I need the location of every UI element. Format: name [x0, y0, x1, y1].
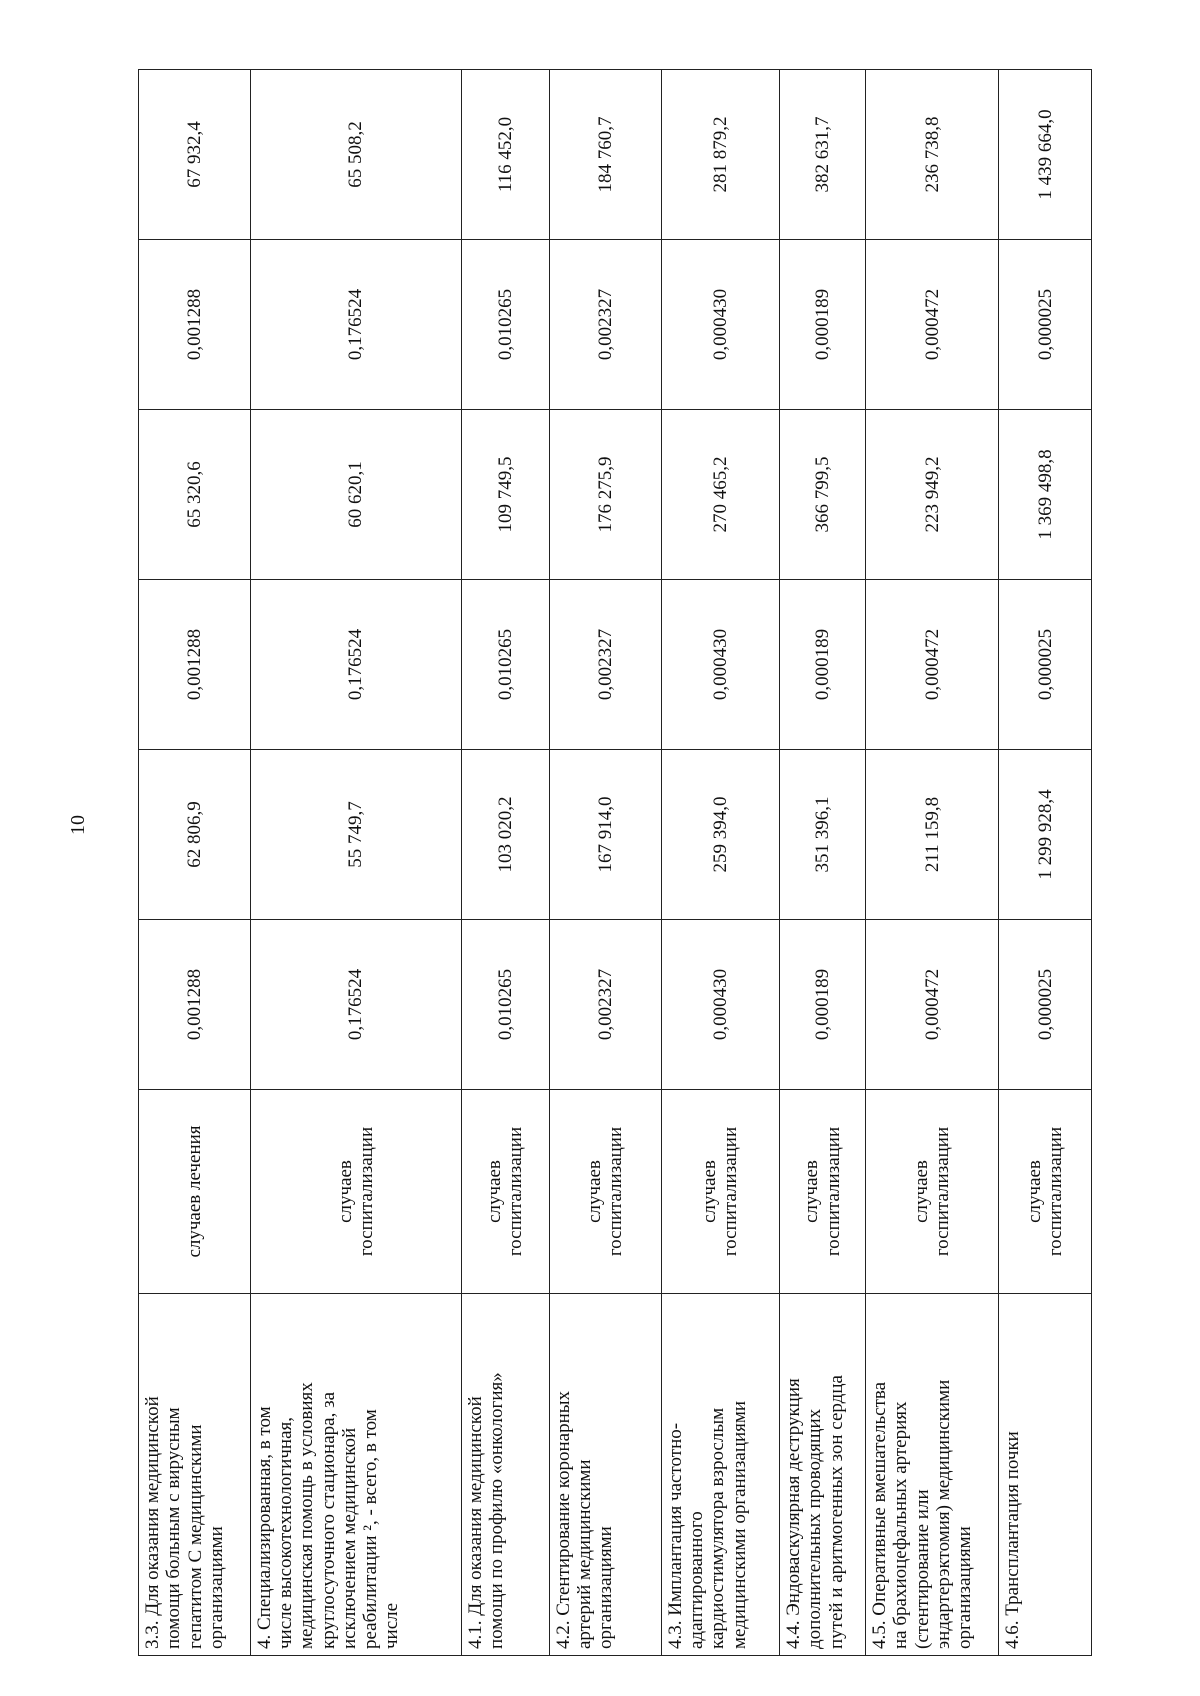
volume-norm-cell: 0,001288 — [139, 240, 251, 410]
cost-norm-cell: 62 806,9 — [139, 750, 251, 920]
page-number: 10 — [67, 815, 89, 835]
unit-line: госпитализации — [720, 1126, 742, 1257]
row-label-line: (стентирование или — [911, 1489, 933, 1649]
cost-norm-cell: 223 949,2 — [866, 410, 999, 580]
table-body — [139, 70, 1092, 1656]
unit-line: случаев — [584, 1160, 606, 1223]
row-label-line: кардиостимулятора взрослым — [707, 1407, 729, 1649]
unit-cell — [866, 1090, 999, 1294]
cost-norm-cell: 184 760,7 — [549, 70, 661, 240]
table-row — [461, 70, 549, 1656]
row-label-line: 4.2. Стентирование коронарных — [552, 1390, 574, 1649]
cost-norm-cell: 1 369 498,8 — [999, 410, 1092, 580]
cost-norm-cell: 351 396,1 — [780, 750, 866, 920]
cost-norm-cell: 176 275,9 — [549, 410, 661, 580]
volume-norm-cell: 0,002327 — [549, 580, 661, 750]
unit-line: случаев — [911, 1160, 932, 1223]
volume-norm-cell: 0,176524 — [250, 240, 461, 410]
unit-line: госпитализации — [505, 1126, 527, 1257]
cost-norm-cell: 116 452,0 — [461, 70, 549, 240]
row-label-line: медицинскими организациями — [728, 1400, 750, 1649]
cost-norm-cell: 67 932,4 — [139, 70, 251, 240]
table-row — [250, 70, 461, 1656]
cost-norm-cell: 1 439 664,0 — [999, 70, 1092, 240]
volume-norm-cell: 0,000472 — [866, 240, 999, 410]
volume-norm-cell: 0,000189 — [780, 580, 866, 750]
rotated-table-container — [138, 70, 1092, 1656]
unit-cell — [661, 1090, 779, 1294]
row-label-line: числе высокотехнологичная, — [275, 1417, 297, 1649]
row-label-line: медицинская помощь в условиях — [296, 1382, 318, 1649]
volume-norm-cell: 0,000472 — [866, 580, 999, 750]
cost-norm-cell: 103 020,2 — [461, 750, 549, 920]
row-label-line: организациями — [595, 1526, 617, 1649]
unit-line: госпитализации — [822, 1126, 844, 1257]
row-label-line: 4.6. Трансплантация почки — [1002, 1431, 1024, 1649]
volume-norm-cell: 0,010265 — [461, 240, 549, 410]
row-label — [139, 1294, 251, 1656]
table-row — [661, 70, 779, 1656]
cost-norm-cell: 60 620,1 — [250, 410, 461, 580]
cost-norm-cell: 65 508,2 — [250, 70, 461, 240]
unit-line: случаев — [801, 1160, 823, 1223]
unit-line: госпитализации — [605, 1126, 627, 1257]
row-label-line: 4.3. Имплантация частотно- — [664, 1422, 686, 1649]
row-label-line: адаптированного — [685, 1511, 707, 1649]
row-label-line: эндартерэктомия) медицинскими — [932, 1379, 954, 1649]
volume-norm-cell: 0,000025 — [999, 240, 1092, 410]
unit-line: случаев лечения — [183, 1125, 205, 1258]
unit-line: госпитализации — [932, 1126, 954, 1257]
table-row — [780, 70, 866, 1656]
unit-line: случаев — [484, 1160, 505, 1223]
row-label-line: на брахиоцефальных артериях — [890, 1401, 912, 1649]
unit-line: случаев — [1023, 1160, 1045, 1223]
row-label-line: 4.1. Для оказания медицинской — [464, 1396, 486, 1649]
cost-norm-cell: 55 749,7 — [250, 750, 461, 920]
row-label-line: путей и аритмогенных зон сердца — [825, 1375, 847, 1649]
unit-cell — [999, 1090, 1092, 1294]
unit-line: случаев — [334, 1160, 356, 1223]
unit-line: госпитализации — [1045, 1126, 1067, 1257]
cost-norm-cell: 109 749,5 — [461, 410, 549, 580]
table-row — [139, 70, 251, 1656]
row-label-line: 3.3. Для оказания медицинской — [142, 1396, 163, 1649]
cost-norm-cell: 167 914,0 — [549, 750, 661, 920]
cost-norm-cell: 281 879,2 — [661, 70, 779, 240]
unit-line: госпитализации — [355, 1126, 377, 1257]
row-label-line: организациями — [205, 1526, 227, 1649]
row-label-line: организациями — [954, 1526, 976, 1649]
volume-norm-cell: 0,000025 — [999, 580, 1092, 750]
volume-norm-cell: 0,000472 — [866, 920, 999, 1090]
row-label-line: 4. Специализированная, в том — [253, 1406, 275, 1649]
unit-cell — [250, 1090, 461, 1294]
volume-norm-cell: 0,000189 — [780, 240, 866, 410]
table-row — [866, 70, 999, 1656]
volume-norm-cell: 0,001288 — [139, 580, 251, 750]
volume-norm-cell: 0,000189 — [780, 920, 866, 1090]
cost-norm-cell: 259 394,0 — [661, 750, 779, 920]
row-label — [866, 1294, 999, 1656]
volume-norm-cell: 0,010265 — [461, 580, 549, 750]
unit-line: случаев — [699, 1160, 721, 1223]
row-label — [661, 1294, 779, 1656]
table-row — [549, 70, 661, 1656]
volume-norm-cell: 0,000430 — [661, 580, 779, 750]
row-label — [250, 1294, 461, 1656]
row-label-line: артерий медицинскими — [574, 1459, 596, 1649]
row-label-line: исключением медицинской — [338, 1427, 360, 1649]
row-label-line: дополнительных проводящих — [804, 1408, 826, 1649]
cost-norm-cell: 366 799,5 — [780, 410, 866, 580]
volume-norm-cell: 0,000430 — [661, 920, 779, 1090]
row-label-line: реабилитации ², - всего, в том — [360, 1409, 382, 1649]
volume-norm-cell: 0,176524 — [250, 920, 461, 1090]
volume-norm-cell: 0,010265 — [461, 920, 549, 1090]
volume-norm-cell: 0,001288 — [139, 920, 251, 1090]
cost-norm-cell: 270 465,2 — [661, 410, 779, 580]
table-row — [999, 70, 1092, 1656]
row-label — [999, 1294, 1092, 1656]
unit-cell — [461, 1090, 549, 1294]
cost-norm-cell: 236 738,8 — [866, 70, 999, 240]
row-label-line: 4.4. Эндоваскулярная деструкция — [783, 1378, 805, 1649]
volume-norm-cell: 0,002327 — [549, 240, 661, 410]
unit-cell — [780, 1090, 866, 1294]
row-label-line: круглосуточного стационара, за — [317, 1391, 339, 1649]
volume-norm-cell: 0,000430 — [661, 240, 779, 410]
row-label — [780, 1294, 866, 1656]
cost-norm-cell: 65 320,6 — [139, 410, 251, 580]
volume-norm-cell: 0,002327 — [549, 920, 661, 1090]
row-label-line: числе — [381, 1602, 403, 1649]
cost-norm-cell: 382 631,7 — [780, 70, 866, 240]
volume-norm-cell: 0,000025 — [999, 920, 1092, 1090]
row-label-line: гепатитом С медицинскими — [184, 1424, 206, 1649]
unit-cell — [549, 1090, 661, 1294]
cost-norm-cell: 1 299 928,4 — [999, 750, 1092, 920]
cost-norm-cell: 211 159,8 — [866, 750, 999, 920]
row-label-line: помощи по профилю «онкология» — [485, 1372, 507, 1649]
volume-norm-cell: 0,176524 — [250, 580, 461, 750]
row-label-line: 4.5. Оперативные вмешательства — [869, 1381, 891, 1649]
row-label-line: помощи больным с вирусным — [163, 1407, 185, 1649]
row-label — [549, 1294, 661, 1656]
volume-cost-table — [138, 69, 1092, 1656]
unit-cell — [139, 1090, 251, 1294]
row-label — [461, 1294, 549, 1656]
